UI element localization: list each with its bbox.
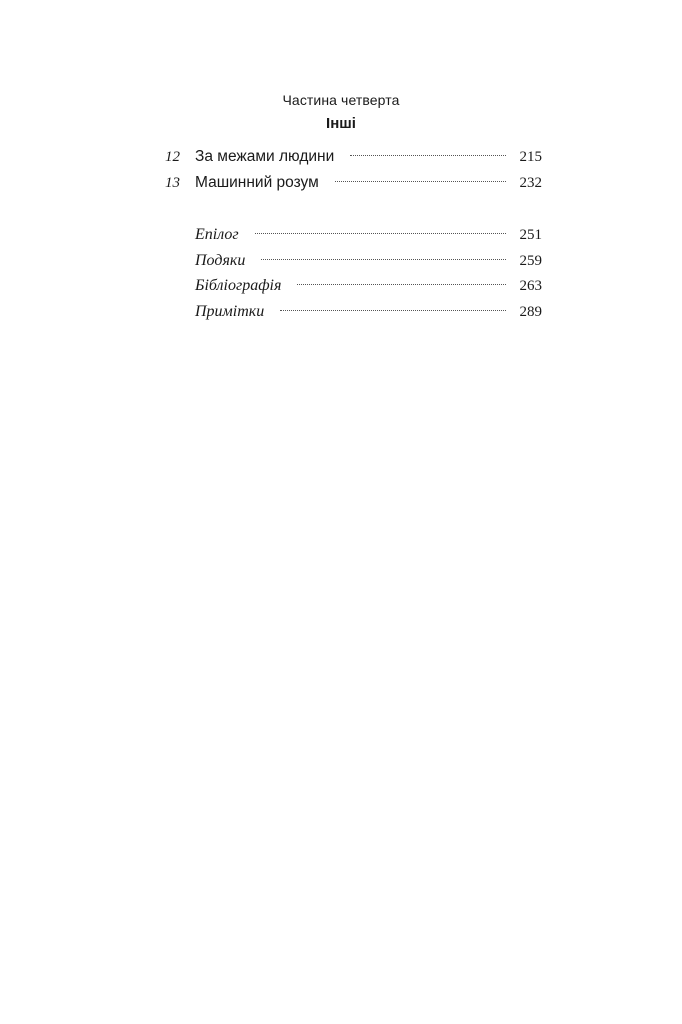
part-title: Інші <box>326 115 356 132</box>
toc-entry-notes[interactable] <box>160 303 542 325</box>
dot-leader <box>297 284 505 285</box>
toc-entry-acknowledgements[interactable] <box>160 252 542 274</box>
part-subtitle: Частина четверта <box>282 92 400 108</box>
dot-leader <box>255 233 506 234</box>
page-number: 289 <box>519 304 542 320</box>
page-number: 259 <box>519 253 542 269</box>
chapter-number: 13 <box>165 175 180 191</box>
chapter-title: Машинний розум <box>195 174 319 191</box>
dot-leader <box>280 310 505 311</box>
page-number: 215 <box>519 149 542 165</box>
entry-title: Епілог <box>195 226 239 243</box>
page-number: 263 <box>519 278 542 294</box>
chapter-title: За межами людини <box>195 148 335 165</box>
entry-title: Подяки <box>195 252 246 269</box>
dot-leader <box>350 155 505 156</box>
entry-title: Бібліографія <box>195 277 282 294</box>
dot-leader <box>335 181 506 182</box>
dot-leader <box>261 259 505 260</box>
chapter-number: 12 <box>165 149 180 165</box>
toc-entry-bibliography[interactable] <box>160 277 542 299</box>
toc-entry-epilogue[interactable] <box>160 226 542 248</box>
page-number: 232 <box>519 175 542 191</box>
toc-entry-chapter-13[interactable] <box>160 174 542 196</box>
toc-entry-chapter-12[interactable] <box>160 148 542 170</box>
entry-title: Примітки <box>195 303 265 320</box>
page-number: 251 <box>519 227 542 243</box>
